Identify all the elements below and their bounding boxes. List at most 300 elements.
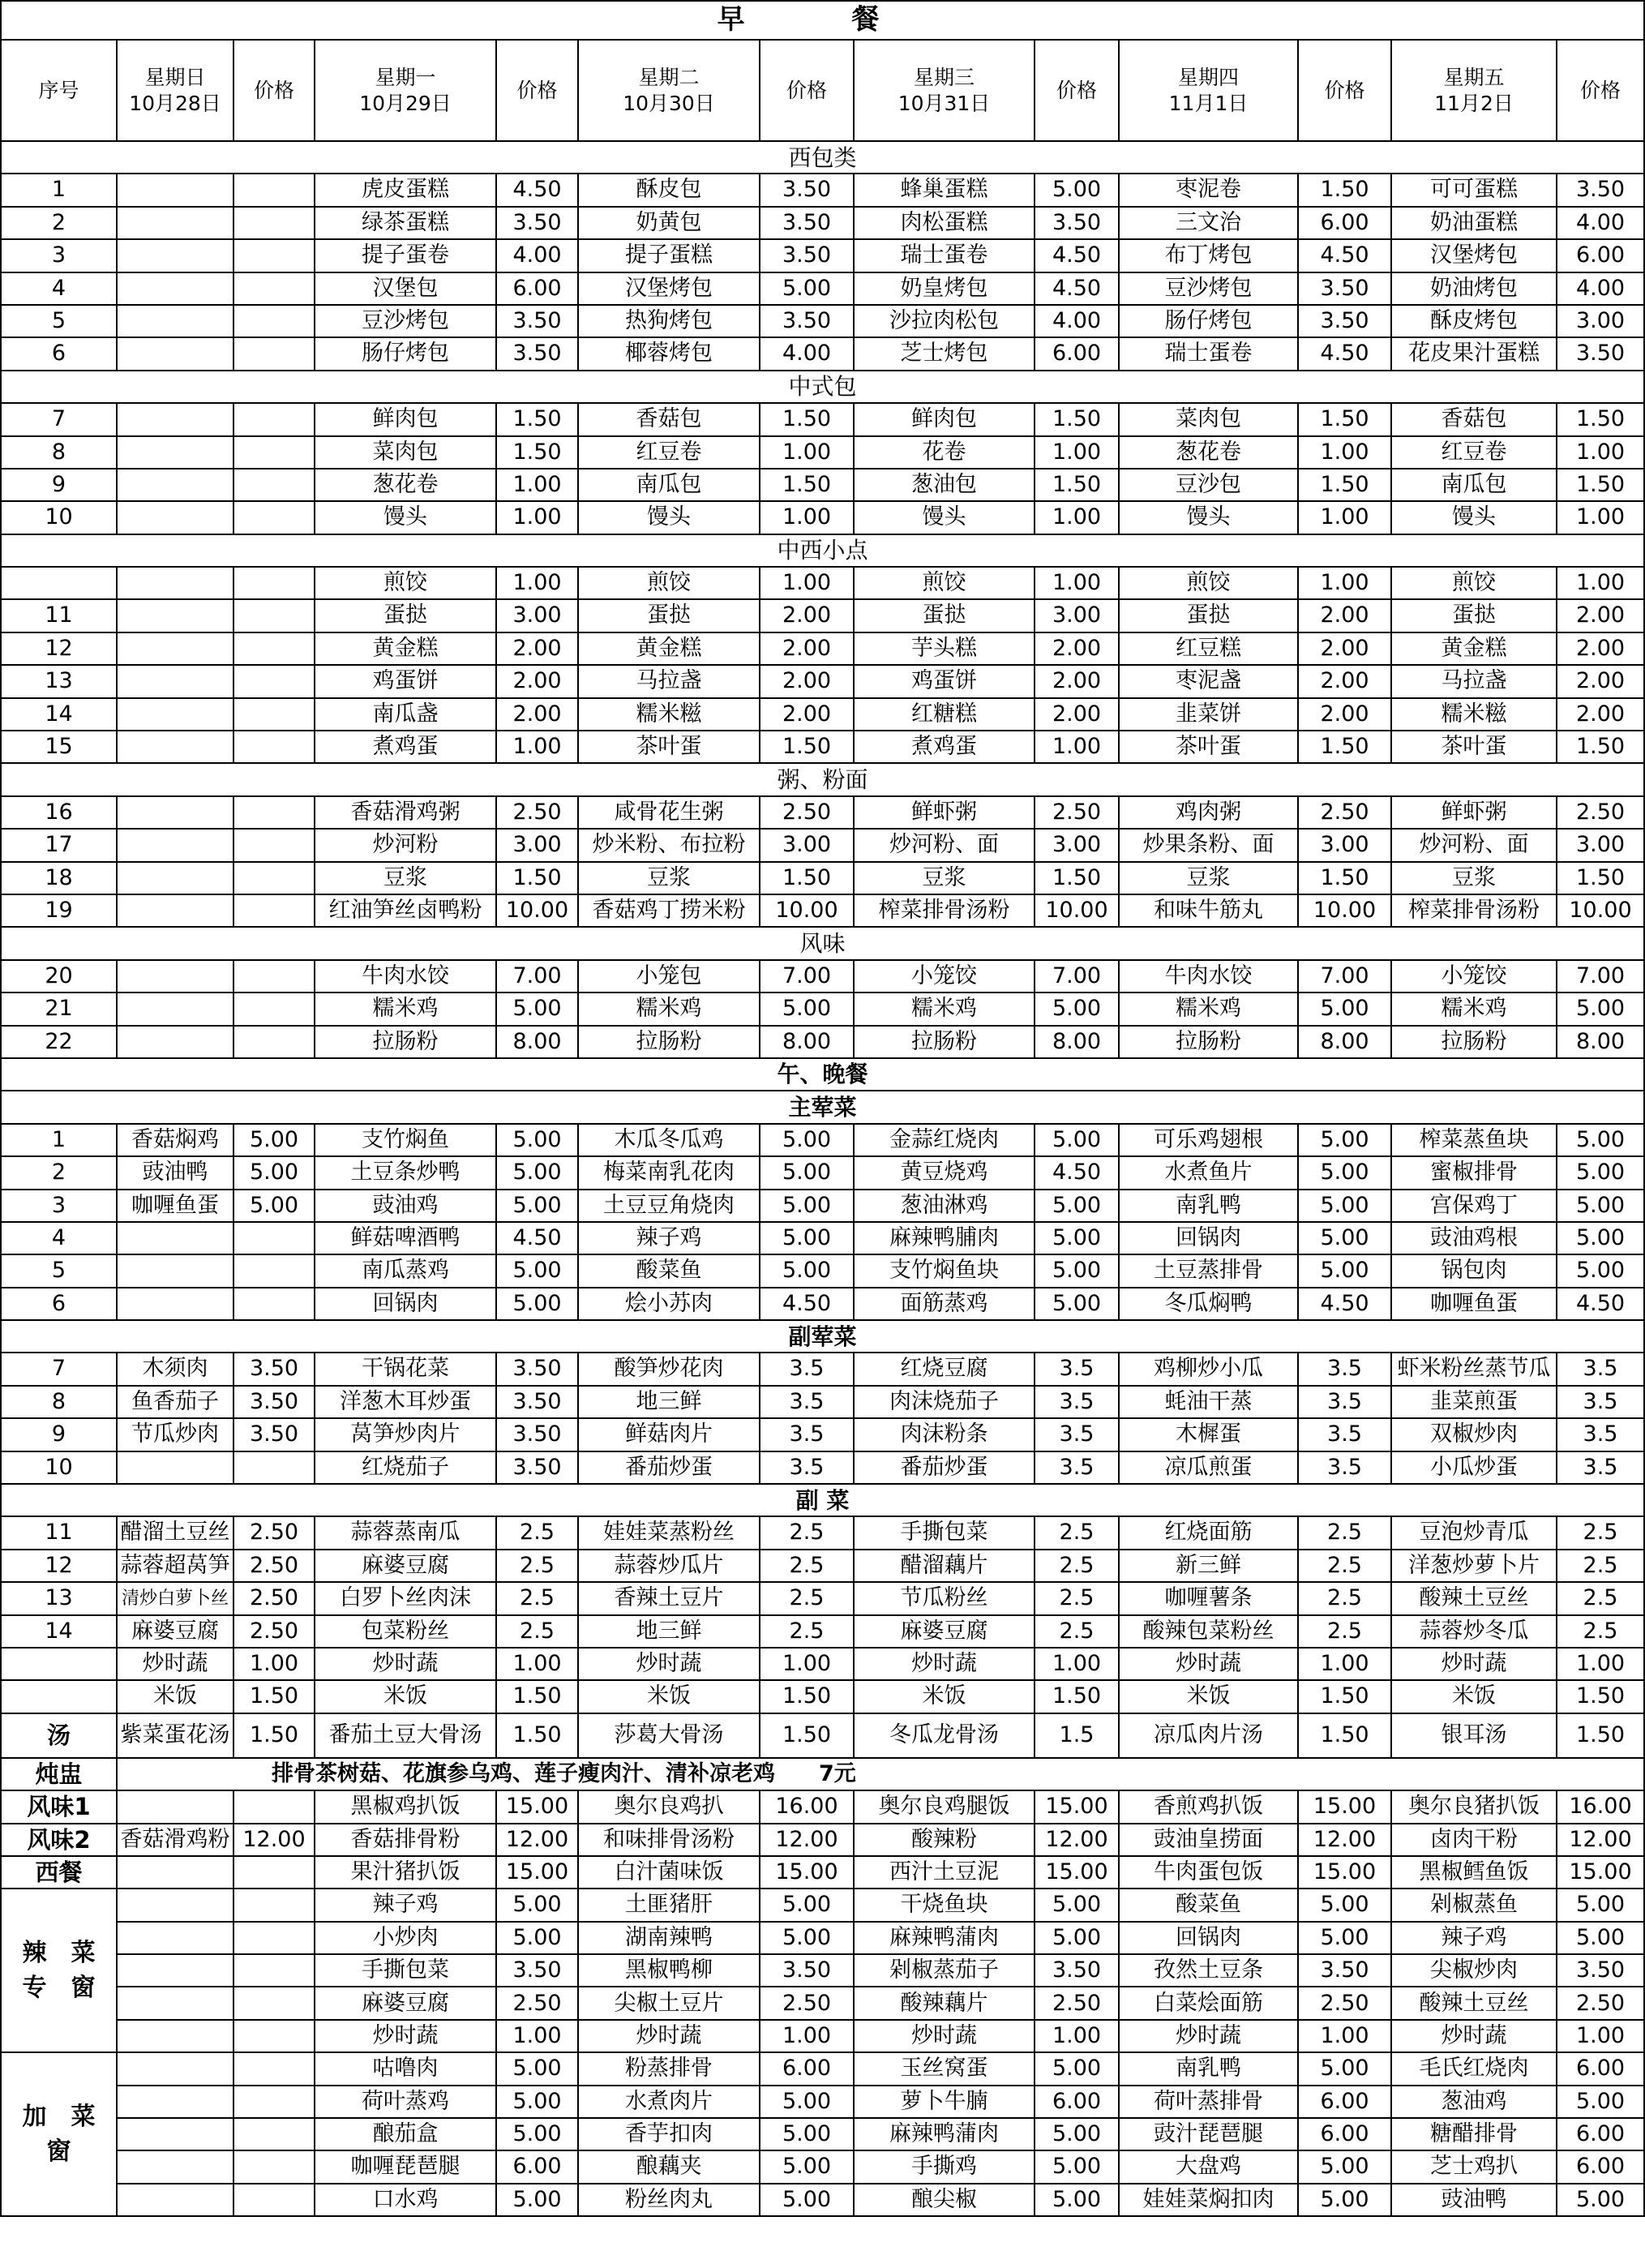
dish-price: 4.50	[1298, 239, 1391, 272]
dish-price: 1.50	[1557, 862, 1644, 894]
dish-name: 炒米粉、布拉粉	[578, 829, 760, 861]
dish-price	[233, 599, 315, 632]
dish-name	[117, 796, 233, 829]
header-price: 价格	[1557, 40, 1644, 141]
dish-price	[233, 993, 315, 1025]
dish-price: 1.50	[1557, 731, 1644, 763]
table-row	[1, 1156, 1644, 1189]
header-day-date: 11月1日	[1168, 91, 1249, 115]
dish-price: 6.00	[1298, 2118, 1391, 2150]
dish-name: 米饭	[1119, 1680, 1298, 1713]
dish-name: 鲜虾粥	[1391, 796, 1557, 829]
dish-name: 土匪猪肝	[578, 1889, 760, 1921]
dish-price: 2.5	[1035, 1615, 1119, 1648]
dish-name: 葱油鸡	[1391, 2086, 1557, 2118]
dish-name: 咖喱琵琶腿	[315, 2150, 496, 2183]
dish-name: 地三鲜	[578, 1615, 760, 1648]
dish-price	[233, 2020, 315, 2052]
dish-price: 5.00	[1035, 2052, 1119, 2085]
dish-price: 8.00	[1557, 1026, 1644, 1058]
dish-price: 5.00	[760, 1922, 854, 1954]
dish-name: 酸菜鱼	[578, 1254, 760, 1287]
dish-name: 豆泡炒青瓜	[1391, 1516, 1557, 1549]
section-heading: 副 菜	[1, 1484, 1644, 1516]
dish-name: 醋溜藕片	[854, 1550, 1035, 1582]
dish-price: 5.00	[496, 2184, 578, 2216]
dish-price: 3.50	[760, 207, 854, 239]
row-seq: 11	[1, 599, 117, 632]
dish-price: 5.00	[1035, 1124, 1119, 1156]
dish-price: 1.00	[496, 731, 578, 763]
dish-name: 麻辣鸭蒲肉	[854, 2118, 1035, 2150]
dish-price: 2.5	[1035, 1516, 1119, 1549]
dish-price: 8.00	[1298, 1026, 1391, 1058]
dish-name: 可可蛋糕	[1391, 174, 1557, 206]
dish-name: 回锅肉	[1119, 1922, 1298, 1954]
row-seq: 14	[1, 698, 117, 731]
dish-price: 3.50	[1298, 272, 1391, 305]
dish-price	[233, 731, 315, 763]
dish-name: 红糖糕	[854, 698, 1035, 731]
table-row	[1, 1889, 1644, 1921]
dish-price: 2.50	[233, 1615, 315, 1648]
dish-price: 3.00	[1557, 305, 1644, 337]
dish-price	[233, 2086, 315, 2118]
dish-price: 3.5	[1035, 1386, 1119, 1418]
dish-name: 新三鲜	[1119, 1550, 1298, 1582]
dish-price: 2.50	[233, 1550, 315, 1582]
dish-price: 5.00	[496, 1124, 578, 1156]
dish-price	[233, 698, 315, 731]
row-seq: 9	[1, 1418, 117, 1451]
dish-price	[233, 894, 315, 927]
dish-price: 3.50	[1557, 1954, 1644, 1987]
dish-name	[117, 960, 233, 993]
dish-name: 虎皮蛋糕	[315, 174, 496, 206]
dish-price: 5.00	[1298, 1922, 1391, 1954]
dish-name: 南乳鸭	[1119, 1190, 1298, 1222]
dish-price: 4.50	[1035, 239, 1119, 272]
dish-name: 芝士烤包	[854, 337, 1035, 370]
dish-price: 5.00	[1035, 993, 1119, 1025]
dish-price: 6.00	[760, 2052, 854, 2085]
dish-name: 炒时蔬	[578, 1648, 760, 1680]
dish-price: 8.00	[496, 1026, 578, 1058]
dish-name: 梅菜南乳花肉	[578, 1156, 760, 1189]
dish-price: 5.00	[1035, 174, 1119, 206]
dish-price: 2.00	[1035, 632, 1119, 665]
dish-price: 1.50	[496, 403, 578, 435]
dish-price: 1.50	[233, 1713, 315, 1758]
dish-price: 2.00	[1557, 632, 1644, 665]
dish-name: 奶黄包	[578, 207, 760, 239]
dish-name: 洋葱炒萝卜片	[1391, 1550, 1557, 1582]
dish-price: 6.00	[1035, 337, 1119, 370]
table-row	[1, 698, 1644, 731]
dish-price: 2.50	[1035, 796, 1119, 829]
dish-name: 鲜菇啤酒鸭	[315, 1222, 496, 1254]
dish-name: 双椒炒肉	[1391, 1418, 1557, 1451]
dish-price: 1.50	[496, 862, 578, 894]
row-seq: 14	[1, 1615, 117, 1648]
row-seq: 5	[1, 305, 117, 337]
dish-price: 10.00	[1298, 894, 1391, 927]
dish-price: 2.5	[1557, 1550, 1644, 1582]
dish-name: 节瓜粉丝	[854, 1582, 1035, 1614]
dish-price: 2.5	[760, 1615, 854, 1648]
dish-name: 香煎鸡扒饭	[1119, 1790, 1298, 1823]
dish-name: 白菜烩面筋	[1119, 1987, 1298, 2019]
dish-name: 咖喱薯条	[1119, 1582, 1298, 1614]
dish-name	[117, 305, 233, 337]
dish-name: 葱油淋鸡	[854, 1190, 1035, 1222]
dish-name: 麻辣鸭脯肉	[854, 1222, 1035, 1254]
dish-name: 酸辣土豆丝	[1391, 1582, 1557, 1614]
dish-price: 5.00	[1557, 1190, 1644, 1222]
dish-name: 萝卜牛腩	[854, 2086, 1035, 2118]
dish-name: 炒河粉、面	[854, 829, 1035, 861]
dish-name: 玉丝窝蛋	[854, 2052, 1035, 2085]
dish-name: 奶油蛋糕	[1391, 207, 1557, 239]
dish-name	[117, 1987, 233, 2019]
row-seq: 13	[1, 1582, 117, 1614]
dish-price: 6.00	[1557, 2052, 1644, 2085]
dish-price: 3.50	[760, 305, 854, 337]
dish-name: 米饭	[854, 1680, 1035, 1713]
dish-name	[117, 567, 233, 599]
dish-price: 1.50	[1298, 469, 1391, 501]
dish-name: 豆沙烤包	[315, 305, 496, 337]
dish-name: 麻婆豆腐	[854, 1615, 1035, 1648]
dish-name: 小炒肉	[315, 1922, 496, 1954]
row-seq: 10	[1, 501, 117, 534]
dish-name: 手撕包菜	[854, 1516, 1035, 1549]
dish-price: 2.00	[496, 632, 578, 665]
dish-price: 5.00	[496, 1156, 578, 1189]
dish-price	[233, 1856, 315, 1889]
table-row	[1, 1516, 1644, 1549]
dish-name: 香菇排骨粉	[315, 1824, 496, 1856]
dish-price: 1.50	[760, 731, 854, 763]
dish-name: 辣子鸡	[315, 1889, 496, 1921]
dish-price: 5.00	[1557, 1124, 1644, 1156]
dish-name: 咸骨花生粥	[578, 796, 760, 829]
dish-price: 3.00	[1557, 829, 1644, 861]
dish-name: 鲜菇肉片	[578, 1418, 760, 1451]
dish-price	[233, 2184, 315, 2216]
dish-price: 1.00	[1035, 567, 1119, 599]
dish-price: 1.50	[496, 1680, 578, 1713]
dish-name: 榨菜蒸鱼块	[1391, 1124, 1557, 1156]
table-row	[1, 1190, 1644, 1222]
dish-name: 糯米鸡	[1391, 993, 1557, 1025]
dish-name: 糯米鸡	[578, 993, 760, 1025]
table-row	[1, 960, 1644, 993]
dish-price	[233, 2118, 315, 2150]
dish-name: 南瓜包	[1391, 469, 1557, 501]
dish-name: 拉肠粉	[1391, 1026, 1557, 1058]
dish-name: 提子蛋卷	[315, 239, 496, 272]
dish-price	[233, 1222, 315, 1254]
dish-name: 茶叶蛋	[578, 731, 760, 763]
table-row	[1, 1856, 1644, 1889]
dish-name: 榨菜排骨汤粉	[854, 894, 1035, 927]
dish-price: 3.5	[760, 1418, 854, 1451]
dish-price: 10.00	[1035, 894, 1119, 927]
dish-price: 4.50	[496, 174, 578, 206]
dish-name: 茶叶蛋	[1119, 731, 1298, 763]
table-row	[1, 1954, 1644, 1987]
dish-price	[233, 960, 315, 993]
table-row	[1, 1124, 1644, 1156]
dish-name: 花皮果汁蛋糕	[1391, 337, 1557, 370]
dish-name: 糯米鸡	[1119, 993, 1298, 1025]
dish-price: 2.50	[760, 1987, 854, 2019]
dish-name: 蛋挞	[1119, 599, 1298, 632]
dish-name: 炒时蔬	[117, 1648, 233, 1680]
dish-name: 牛肉蛋包饭	[1119, 1856, 1298, 1889]
dish-price: 3.5	[760, 1451, 854, 1484]
dish-name: 豆浆	[854, 862, 1035, 894]
dish-price	[233, 403, 315, 435]
dish-name: 蛋挞	[1391, 599, 1557, 632]
dish-price: 3.5	[1557, 1451, 1644, 1484]
row-seq: 3	[1, 239, 117, 272]
dish-name: 肠仔烤包	[1119, 305, 1298, 337]
dish-name: 蒜蓉炒瓜片	[578, 1550, 760, 1582]
dish-price: 4.00	[1557, 272, 1644, 305]
dish-price	[233, 2052, 315, 2085]
dish-price: 6.00	[1557, 2118, 1644, 2150]
dish-price: 5.00	[760, 993, 854, 1025]
dish-price: 16.00	[1557, 1790, 1644, 1823]
row-label: 汤	[1, 1713, 117, 1758]
dish-price: 1.50	[1557, 469, 1644, 501]
dish-price: 2.5	[1557, 1516, 1644, 1549]
dish-price: 3.00	[1035, 829, 1119, 861]
dish-price: 3.50	[233, 1353, 315, 1385]
dish-price: 5.00	[496, 1288, 578, 1320]
dish-price: 2.00	[1557, 698, 1644, 731]
dish-price: 1.00	[760, 2020, 854, 2052]
dish-name: 辣子鸡	[1391, 1922, 1557, 1954]
dish-name	[117, 207, 233, 239]
dish-name: 孜然土豆条	[1119, 1954, 1298, 1987]
dish-name: 木樨蛋	[1119, 1418, 1298, 1451]
row-seq: 10	[1, 1451, 117, 1484]
header-day-name: 星期一	[375, 66, 436, 90]
dish-price: 2.00	[1298, 632, 1391, 665]
dish-price: 5.00	[1298, 1222, 1391, 1254]
dish-name: 木须肉	[117, 1353, 233, 1385]
dish-price: 5.00	[496, 1254, 578, 1287]
dish-name: 节瓜炒肉	[117, 1418, 233, 1451]
dish-price: 1.00	[1035, 501, 1119, 534]
dish-name: 莴笋炒肉片	[315, 1418, 496, 1451]
table-row	[1, 1288, 1644, 1320]
dish-price: 3.50	[1035, 207, 1119, 239]
dish-price: 1.00	[496, 2020, 578, 2052]
table-row	[1, 1418, 1644, 1451]
dish-price: 5.00	[1298, 1889, 1391, 1921]
dish-price: 5.00	[760, 1156, 854, 1189]
dish-price: 1.00	[496, 1648, 578, 1680]
dish-price: 2.00	[760, 698, 854, 731]
dish-name: 土豆条炒鸭	[315, 1156, 496, 1189]
dish-name: 豉油皇捞面	[1119, 1824, 1298, 1856]
dish-name: 尖椒炒肉	[1391, 1954, 1557, 1987]
dish-name: 炒时蔬	[1119, 1648, 1298, 1680]
title-row	[1, 1, 1644, 40]
dish-price: 2.5	[1298, 1615, 1391, 1648]
dish-price: 5.00	[1557, 1922, 1644, 1954]
dish-price: 3.50	[496, 1451, 578, 1484]
dish-name: 果汁猪扒饭	[315, 1856, 496, 1889]
dish-price: 12.00	[1298, 1824, 1391, 1856]
dish-price: 1.00	[760, 1648, 854, 1680]
dish-name: 宫保鸡丁	[1391, 1190, 1557, 1222]
dish-name: 白汁菌味饭	[578, 1856, 760, 1889]
dish-price: 3.00	[1035, 599, 1119, 632]
dish-price: 5.00	[233, 1190, 315, 1222]
dish-price: 6.00	[1298, 207, 1391, 239]
dish-name: 糯米鸡	[315, 993, 496, 1025]
dish-price: 3.00	[760, 829, 854, 861]
dish-price: 12.00	[1035, 1824, 1119, 1856]
section-row	[1, 763, 1644, 795]
dish-name: 拉肠粉	[1119, 1026, 1298, 1058]
dish-name: 尖椒土豆片	[578, 1987, 760, 2019]
dish-name: 蚝油干蒸	[1119, 1386, 1298, 1418]
dish-name: 粉丝肉丸	[578, 2184, 760, 2216]
dish-name: 咕噜肉	[315, 2052, 496, 2085]
dish-name	[117, 1790, 233, 1823]
dish-price: 2.5	[1035, 1582, 1119, 1614]
dish-price: 5.00	[233, 1156, 315, 1189]
dish-price: 3.00	[496, 829, 578, 861]
dish-name: 奶油烤包	[1391, 272, 1557, 305]
dish-price: 2.00	[496, 698, 578, 731]
dish-name: 绿茶蛋糕	[315, 207, 496, 239]
dish-name: 和味牛筋丸	[1119, 894, 1298, 927]
dish-price: 1.00	[1035, 1648, 1119, 1680]
dish-name: 干烧鱼块	[854, 1889, 1035, 1921]
row-seq: 6	[1, 1288, 117, 1320]
dish-name: 煮鸡蛋	[854, 731, 1035, 763]
dish-price	[233, 862, 315, 894]
section-row	[1, 1320, 1644, 1353]
dish-name: 水煮鱼片	[1119, 1156, 1298, 1189]
row-seq: 11	[1, 1516, 117, 1549]
dish-price: 4.50	[1035, 272, 1119, 305]
dish-price	[233, 1922, 315, 1954]
dish-price	[233, 207, 315, 239]
row-seq: 2	[1, 1156, 117, 1189]
dish-name: 手撕鸡	[854, 2150, 1035, 2183]
table-row	[1, 862, 1644, 894]
dish-name: 番茄土豆大骨汤	[315, 1713, 496, 1758]
header-day-name: 星期日	[144, 66, 206, 90]
dish-price: 2.00	[1035, 665, 1119, 697]
row-label: 风味1	[1, 1790, 117, 1823]
dish-price: 1.00	[496, 501, 578, 534]
dish-name: 葱花卷	[315, 469, 496, 501]
dish-price: 2.00	[1298, 665, 1391, 697]
dish-name: 米饭	[1391, 1680, 1557, 1713]
dish-name: 麻婆豆腐	[315, 1987, 496, 2019]
dish-price: 1.50	[233, 1680, 315, 1713]
dish-price: 5.00	[760, 272, 854, 305]
dish-name: 麻辣鸭蒲肉	[854, 1922, 1035, 1954]
dish-name: 蛋挞	[854, 599, 1035, 632]
dish-price: 3.50	[1035, 1954, 1119, 1987]
dish-price: 1.00	[1035, 436, 1119, 469]
row-seq: 6	[1, 337, 117, 370]
row-seq	[1, 1648, 117, 1680]
dish-price: 5.00	[496, 1922, 578, 1954]
dish-price: 5.00	[760, 1889, 854, 1921]
dish-price: 5.00	[1035, 1288, 1119, 1320]
header-price: 价格	[760, 40, 854, 141]
dish-price: 3.5	[1035, 1418, 1119, 1451]
dish-price: 5.00	[496, 2052, 578, 2085]
dish-name: 榨菜排骨汤粉	[1391, 894, 1557, 927]
dish-name: 韭菜煎蛋	[1391, 1386, 1557, 1418]
table-row	[1, 1222, 1644, 1254]
row-seq: 17	[1, 829, 117, 861]
dish-price: 1.50	[760, 403, 854, 435]
dish-name: 咖喱鱼蛋	[117, 1190, 233, 1222]
dish-price: 16.00	[760, 1790, 854, 1823]
header-day	[315, 40, 496, 141]
dish-price	[233, 174, 315, 206]
dish-name: 鸡蛋饼	[854, 665, 1035, 697]
dish-price: 5.00	[1035, 2118, 1119, 2150]
dish-price: 3.5	[1035, 1353, 1119, 1385]
dish-name: 炒时蔬	[1119, 2020, 1298, 2052]
dish-name	[117, 731, 233, 763]
row-seq: 8	[1, 1386, 117, 1418]
dish-price: 1.50	[1298, 174, 1391, 206]
dish-price: 1.50	[1035, 1680, 1119, 1713]
dish-name: 白罗卜丝肉沫	[315, 1582, 496, 1614]
dish-name: 韭菜饼	[1119, 698, 1298, 731]
table-row	[1, 2150, 1644, 2183]
dish-name: 奥尔良鸡扒	[578, 1790, 760, 1823]
dish-name: 剁椒蒸鱼	[1391, 1889, 1557, 1921]
table-row	[1, 1353, 1644, 1385]
dish-price: 3.50	[496, 1353, 578, 1385]
header-day-name: 星期三	[913, 66, 975, 90]
dish-price	[233, 665, 315, 697]
dish-price: 1.50	[1298, 1713, 1391, 1758]
dish-price: 6.00	[1298, 2086, 1391, 2118]
dish-name: 酥皮烤包	[1391, 305, 1557, 337]
dish-name: 酸辣粉	[854, 1824, 1035, 1856]
section-row	[1, 141, 1644, 174]
dish-name: 黄金糕	[1391, 632, 1557, 665]
dish-price	[233, 1026, 315, 1058]
dish-price: 3.50	[496, 337, 578, 370]
dish-price: 1.50	[760, 469, 854, 501]
dish-price: 2.5	[1035, 1550, 1119, 1582]
header-price: 价格	[496, 40, 578, 141]
dish-name: 黑椒鸭柳	[578, 1954, 760, 1987]
dish-price: 1.00	[1298, 436, 1391, 469]
dish-price: 1.00	[760, 436, 854, 469]
dish-price: 5.00	[496, 1889, 578, 1921]
dish-name: 鸡肉粥	[1119, 796, 1298, 829]
